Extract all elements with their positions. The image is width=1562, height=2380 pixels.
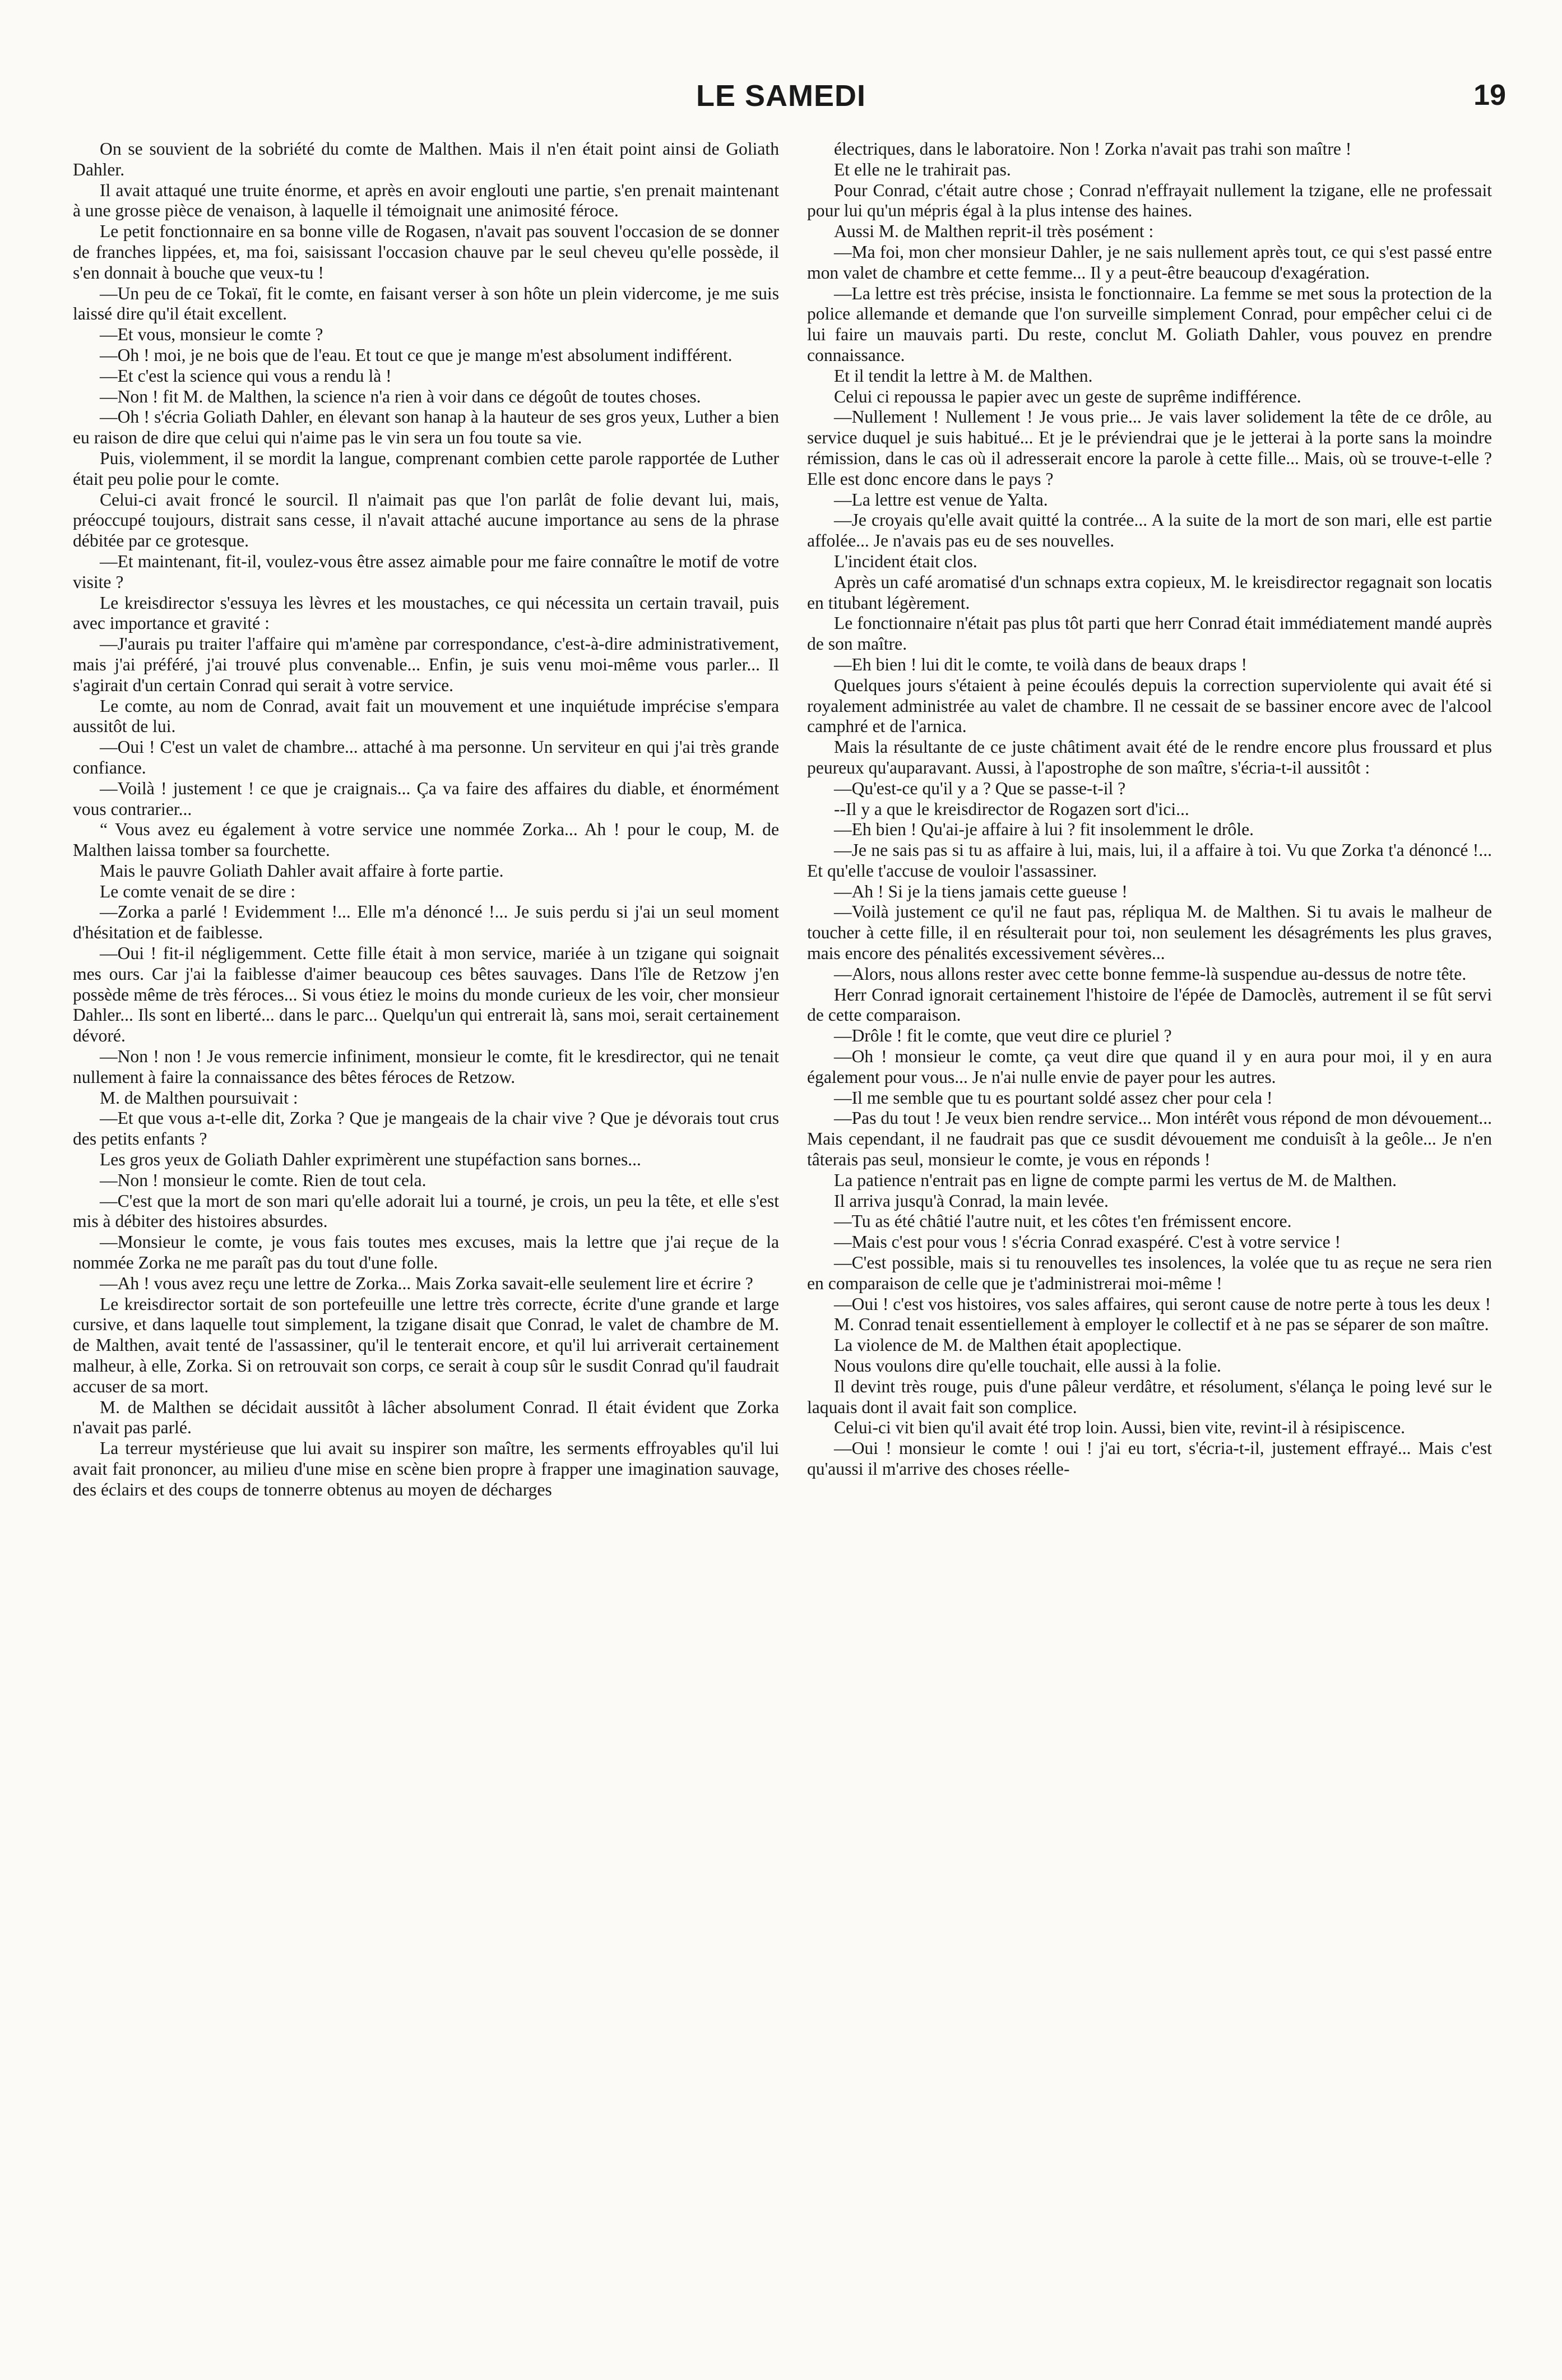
paragraph: —Et vous, monsieur le comte ? — [100, 325, 323, 345]
paragraph: —Nullement ! Nullement ! Je vous prie... Je vais laver solidement la tête de ce drôle, au service duquel je suis habitué... Et je le préviendrai que je le jetterai à la porte sans la moindre rémission, dans le cas où il adresserait encore la parole à cette fille... Mais, où se trouve-t-elle ? Elle est donc encore dans le pays ? — [807, 407, 1492, 489]
paragraph: —Non ! fit M. de Malthen, la science n'a rien à voir dans ce dégoût de toutes choses. — [100, 386, 701, 406]
paragraph: Herr Conrad ignorait certainement l'histoire de l'épée de Damoclès, autrement il se fût servi de cette comparaison. — [807, 984, 1492, 1025]
paragraph: Mais la résultante de ce juste châtiment avait été de le rendre encore plus froussard et plus peureux qu'auparavant. Aussi, à l'apostrophe de son maître, s'écria-t-il aussitôt : — [807, 737, 1492, 777]
paragraph: —Oui ! fit-il négligemment. Cette fille était à mon service, mariée à un tzigane qui soignait mes ours. Car j'ai la faiblesse d'aimer beaucoup ces bêtes sauvages. Dans l'île de Retzow j'en possède même de très féroces... Si vous étiez le moins du monde curieux de les voir, cher monsieur Dahler... Ils sont en liberté... dans le parc... Quelqu'un qui entrerait là, sans moi, serait certainement dévoré. — [73, 943, 779, 1046]
paragraph: Aussi M. de Malthen reprit-il très posément : — [834, 221, 1154, 242]
paragraph: —Tu as été châtié l'autre nuit, et les côtes t'en frémissent encore. — [834, 1211, 1292, 1231]
paragraph: —Je ne sais pas si tu as affaire à lui, mais, lui, il a affaire à toi. Vu que Zorka t'a dénoncé !... Et qu'elle t'accuse de vouloir l'assassiner. — [807, 840, 1492, 881]
paragraph: —Et maintenant, fit-il, voulez-vous être assez aimable pour me faire connaître le motif de votre visite ? — [73, 551, 779, 592]
running-title: LE SAMEDI — [696, 79, 866, 113]
text-column-left — [73, 139, 779, 2359]
paragraph: Mais le pauvre Goliath Dahler avait affaire à forte partie. — [100, 860, 504, 881]
paragraph: —Eh bien ! Qu'ai-je affaire à lui ? fit insolemment le drôle. — [834, 819, 1254, 840]
paragraph: --Il y a que le kreisdirector de Rogazen sort d'ici... — [834, 799, 1189, 819]
paragraph: Et elle ne le trahirait pas. — [834, 159, 1011, 179]
page-header — [0, 78, 1562, 123]
paragraph: —Alors, nous allons rester avec cette bonne femme-là suspendue au-dessus de notre tête. — [834, 964, 1467, 984]
paragraph: On se souvient de la sobriété du comte de Malthen. Mais il n'en était point ainsi de Goliath Dahler. — [73, 139, 779, 179]
paragraph: Quelques jours s'étaient à peine écoulés depuis la correction superviolente qui avait été si royalement administrée au valet de chambre. Il ne cessait de se bassiner encore avec de l'alcool camphré et de l'arnica. — [807, 675, 1492, 737]
paragraph: La terreur mystérieuse que lui avait su inspirer son maître, les serments effroyables qu'il lui avait fait prononcer, au milieu d'une mise en scène bien propre à frapper une imagination sauvage, des éclairs et des coups de tonnerre obtenus au moyen de décharges — [73, 1438, 779, 1499]
paragraph: —Mais c'est pour vous ! s'écria Conrad exaspéré. C'est à votre service ! — [834, 1232, 1341, 1252]
paragraph: —Zorka a parlé ! Evidemment !... Elle m'a dénoncé !... Je suis perdu si j'ai un seul moment d'hésitation et de faiblesse. — [73, 902, 779, 943]
paragraph: —Oui ! C'est un valet de chambre... attaché à ma personne. Un serviteur en qui j'ai très grande confiance. — [73, 737, 779, 777]
paragraph: —Non ! non ! Je vous remercie infiniment, monsieur le comte, fit le kresdirector, qui ne tenait nullement à faire la connaissance des bêtes féroces de Retzow. — [73, 1047, 779, 1087]
paragraph: La violence de M. de Malthen était apoplectique. — [834, 1335, 1182, 1355]
paragraph: —C'est possible, mais si tu renouvelles tes insolences, la volée que tu as reçue ne sera rien en comparaison de celle que je t'administrerai moi-même ! — [807, 1253, 1492, 1293]
paragraph: M. Conrad tenait essentiellement à employer le collectif et à ne pas se séparer de son maître. — [834, 1314, 1489, 1335]
paragraph: Le fonctionnaire n'était pas plus tôt parti que herr Conrad était immédiatement mandé auprès de son maître. — [807, 613, 1492, 654]
paragraph: —La lettre est venue de Yalta. — [834, 489, 1048, 510]
paragraph: —Ah ! Si je la tiens jamais cette gueuse ! — [834, 881, 1128, 901]
paragraph: —Monsieur le comte, je vous fais toutes mes excuses, mais la lettre que j'ai reçue de la nommée Zorka ne me paraît pas du tout d'une folle. — [73, 1232, 779, 1273]
paragraph: M. de Malthen se décidait aussitôt à lâcher absolument Conrad. Il était évident que Zorka n'avait pas parlé. — [73, 1397, 779, 1438]
paragraph: —Oui ! monsieur le comte ! oui ! j'ai eu tort, s'écria-t-il, justement effrayé... Mais c'est qu'aussi il m'arrive des choses réelle- — [807, 1438, 1492, 1479]
paragraph: L'incident était clos. — [834, 551, 977, 571]
paragraph: —Il me semble que tu es pourtant soldé assez cher pour cela ! — [834, 1087, 1273, 1108]
paragraph: “ Vous avez eu également à votre service une nommée Zorka... Ah ! pour le coup, M. de Malthen laissa tomber sa fourchette. — [73, 819, 779, 860]
paragraph: Pour Conrad, c'était autre chose ; Conrad n'effrayait nullement la tzigane, elle ne professait pour lui qu'un mépris égal à la plus intense des haines. — [807, 180, 1492, 221]
text-column-right — [807, 139, 1492, 2359]
paragraph: Le kreisdirector s'essuya les lèvres et les moustaches, ce qui nécessita un certain travail, puis avec importance et gravité : — [73, 592, 779, 633]
paragraph: Puis, violemment, il se mordit la langue, comprenant combien cette parole rapportée de Luther était peu polie pour le comte. — [73, 448, 779, 489]
paragraph: Celui-ci avait froncé le sourcil. Il n'aimait pas que l'on parlât de folie devant lui, mais, préoccupé toujours, distrait sans cesse, il n'avait attaché aucune importance au sens de la phrase débitée par ce grotesque. — [73, 489, 779, 551]
paragraph: —Oh ! moi, je ne bois que de l'eau. Et tout ce que je mange m'est absolument indifférent. — [100, 345, 733, 365]
paragraph: —La lettre est très précise, insista le fonctionnaire. La femme se met sous la protection de la police allemande et demande que l'on surveille simplement Conrad, pour empêcher celui ci de lui faire un mauvais parti. Du reste, conclut M. Goliath Dahler, vous pouvez en prendre connaissance. — [807, 283, 1492, 365]
paragraph: Il arriva jusqu'à Conrad, la main levée. — [834, 1191, 1109, 1211]
paragraph: —Oh ! monsieur le comte, ça veut dire que quand il y en aura pour moi, il y en aura également pour vous... Je n'ai nulle envie de payer pour les autres. — [807, 1047, 1492, 1087]
paragraph: —Drôle ! fit le comte, que veut dire ce pluriel ? — [834, 1026, 1172, 1046]
page-number: 19 — [1473, 79, 1506, 112]
paragraph: Le comte venait de se dire : — [100, 881, 296, 901]
paragraph: —J'aurais pu traiter l'affaire qui m'amène par correspondance, c'est-à-dire administrativement, mais j'ai préféré, j'ai trouvé plus convenable... Enfin, je suis venu moi-même vous parler... Il s'agirait d'un certain Conrad qui serait à votre service. — [73, 634, 779, 695]
paragraph: —Ma foi, mon cher monsieur Dahler, je ne sais nullement après tout, ce qui s'est passé entre mon valet de chambre et cette femme... Il y a peut-être beaucoup d'exagération. — [807, 242, 1492, 283]
paragraph: M. de Malthen poursuivait : — [100, 1087, 298, 1108]
paragraph: Il avait attaqué une truite énorme, et après en avoir englouti une partie, s'en prenait maintenant à une grosse pièce de venaison, à laquelle il témoignait une animosité féroce. — [73, 180, 779, 221]
paragraph: —Ah ! vous avez reçu une lettre de Zorka... Mais Zorka savait-elle seulement lire et écrire ? — [100, 1273, 753, 1293]
paragraph: La patience n'entrait pas en ligne de compte parmi les vertus de M. de Malthen. — [834, 1170, 1397, 1190]
paragraph: Le comte, au nom de Conrad, avait fait un mouvement et une inquiétude imprécise s'empara aussitôt de lui. — [73, 696, 779, 737]
paragraph: Celui ci repoussa le papier avec un geste de suprême indifférence. — [834, 386, 1301, 406]
paragraph: Les gros yeux de Goliath Dahler exprimèrent une stupéfaction sans bornes... — [100, 1150, 641, 1170]
paragraph: Le kreisdirector sortait de son portefeuille une lettre très correcte, écrite d'une grande et large cursive, et dans laquelle tout simplement, la tzigane disait que Conrad, le valet de chambre de M. de Malthen, avait tenté de l'assassiner, qu'il le tenterait encore, et qu'il lui arriverait certainement malheur, à elle, Zorka. Si on retrouvait son corps, ce serait à coup sûr le susdit Conrad qu'il faudrait accuser de sa mort. — [73, 1294, 779, 1396]
paragraph: —Et c'est la science qui vous a rendu là ! — [100, 365, 392, 386]
paragraph: —Voilà ! justement ! ce que je craignais... Ça va faire des affaires du diable, et énormément vous contrarier... — [73, 778, 779, 819]
paragraph: —Un peu de ce Tokaï, fit le comte, en faisant verser à son hôte un plein vidercome, je me suis laissé dire qu'il était excellent. — [73, 283, 779, 324]
paragraph: —Non ! monsieur le comte. Rien de tout cela. — [100, 1170, 427, 1190]
paragraph: —Et que vous a-t-elle dit, Zorka ? Que je mangeais de la chair vive ? Que je dévorais tout crus des petits enfants ? — [73, 1108, 779, 1149]
paragraph: électriques, dans le laboratoire. Non ! Zorka n'avait pas trahi son maître ! — [834, 139, 1352, 159]
paragraph: Et il tendit la lettre à M. de Malthen. — [834, 365, 1093, 386]
paragraph: —Oh ! s'écria Goliath Dahler, en élevant son hanap à la hauteur de ses gros yeux, Luther a bien eu raison de dire que celui qui n'aime pas le vin sera un fou toute sa vie. — [73, 407, 779, 448]
paragraph: —Oui ! c'est vos histoires, vos sales affaires, qui seront cause de notre perte à tous les deux ! — [834, 1294, 1491, 1314]
paragraph: —Voilà justement ce qu'il ne faut pas, répliqua M. de Malthen. Si tu avais le malheur de toucher à cette fille, il en résulterait pour toi, non seulement les désagréments les plus graves, mais encore des pénalités excessivement sévères... — [807, 902, 1492, 964]
paragraph: —C'est que la mort de son mari qu'elle adorait lui a tourné, je crois, un peu la tête, et elle s'est mis à débiter des histoires absurdes. — [73, 1191, 779, 1231]
paragraph: —Pas du tout ! Je veux bien rendre service... Mon intérêt vous répond de mon dévouement... Mais cependant, il ne faudrait pas que ce susdit dévouement me conduisît à la geôle... Je n'en tâterais pas seul, monsieur le comte, je vous en réponds ! — [807, 1108, 1492, 1170]
paragraph: Le petit fonctionnaire en sa bonne ville de Rogasen, n'avait pas souvent l'occasion de se donner de franches lippées, et, ma foi, saisissant l'occasion chauve par le seul cheveu qu'elle possède, il s'en donnait à bouche que veux-tu ! — [73, 221, 779, 283]
paragraph: Après un café aromatisé d'un schnaps extra copieux, M. le kreisdirector regagnait son locatis en titubant légèrement. — [807, 572, 1492, 613]
paragraph: Celui-ci vit bien qu'il avait été trop loin. Aussi, bien vite, revint-il à résipiscence. — [834, 1418, 1406, 1438]
paragraph: —Je croyais qu'elle avait quitté la contrée... A la suite de la mort de son mari, elle est partie affolée... Je n'avais pas eu de ses nouvelles. — [807, 510, 1492, 551]
paragraph: Il devint très rouge, puis d'une pâleur verdâtre, et résolument, s'élança le poing levé sur le laquais dont il avait fait son complice. — [807, 1376, 1492, 1417]
paragraph: —Qu'est-ce qu'il y a ? Que se passe-t-il ? — [834, 778, 1126, 798]
paragraph: —Eh bien ! lui dit le comte, te voilà dans de beaux draps ! — [834, 654, 1247, 674]
paragraph: Nous voulons dire qu'elle touchait, elle aussi à la folie. — [834, 1356, 1221, 1376]
